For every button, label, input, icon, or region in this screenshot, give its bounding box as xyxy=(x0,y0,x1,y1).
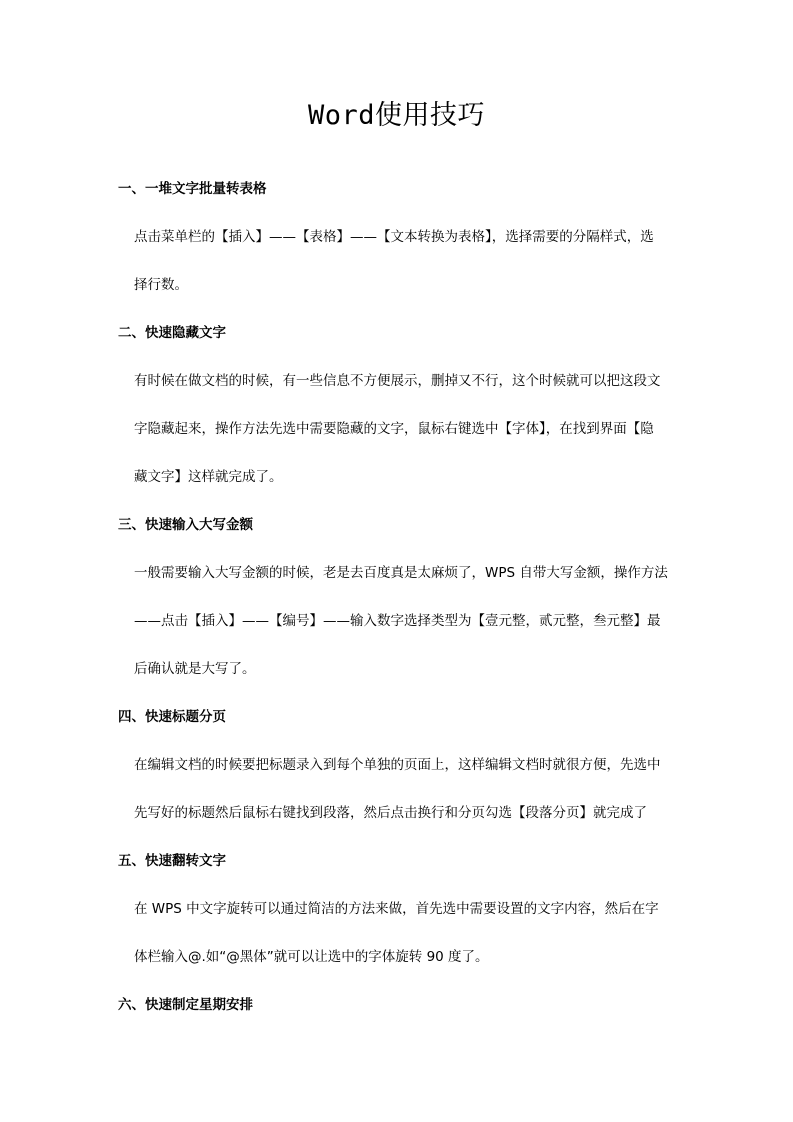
section-heading: 二、快速隐藏文字 xyxy=(118,325,226,341)
paragraph-line: ——点击【插入】——【编号】——输入数字选择类型为【壹元整，贰元整，叁元整】最 xyxy=(134,613,661,629)
section-heading: 四、快速标题分页 xyxy=(118,709,226,725)
section-heading: 六、快速制定星期安排 xyxy=(118,997,253,1013)
paragraph-line: 体栏输入@.如“@黑体”就可以让选中的字体旋转 90 度了。 xyxy=(134,949,489,965)
paragraph-line: 后确认就是大写了。 xyxy=(134,661,256,677)
paragraph-line: 一般需要输入大写金额的时候，老是去百度真是太麻烦了，WPS 自带大写金额，操作方法 xyxy=(134,565,668,581)
paragraph-line: 字隐藏起来，操作方法先选中需要隐藏的文字，鼠标右键选中【字体】，在找到界面【隐 xyxy=(134,421,654,437)
paragraph-line: 先写好的标题然后鼠标右键找到段落，然后点击换行和分页勾选【段落分页】就完成了 xyxy=(134,805,647,821)
paragraph-line: 在编辑文档的时候要把标题录入到每个单独的页面上，这样编辑文档时就很方便，先选中 xyxy=(134,757,661,773)
paragraph-line: 点击菜单栏的【插入】——【表格】——【文本转换为表格】，选择需要的分隔样式，选 xyxy=(134,229,654,245)
document-title: Word使用技巧 xyxy=(307,100,486,131)
paragraph-line: 藏文字】这样就完成了。 xyxy=(134,469,283,485)
paragraph-line: 择行数。 xyxy=(134,277,188,293)
paragraph-line: 在 WPS 中文字旋转可以通过简洁的方法来做，首先选中需要设置的文字内容，然后在字 xyxy=(134,901,659,917)
section-heading: 一、一堆文字批量转表格 xyxy=(118,181,267,197)
section-heading: 五、快速翻转文字 xyxy=(118,853,226,869)
section-heading: 三、快速输入大写金额 xyxy=(118,517,253,533)
paragraph-line: 有时候在做文档的时候，有一些信息不方便展示，删掉又不行，这个时候就可以把这段文 xyxy=(134,373,661,389)
